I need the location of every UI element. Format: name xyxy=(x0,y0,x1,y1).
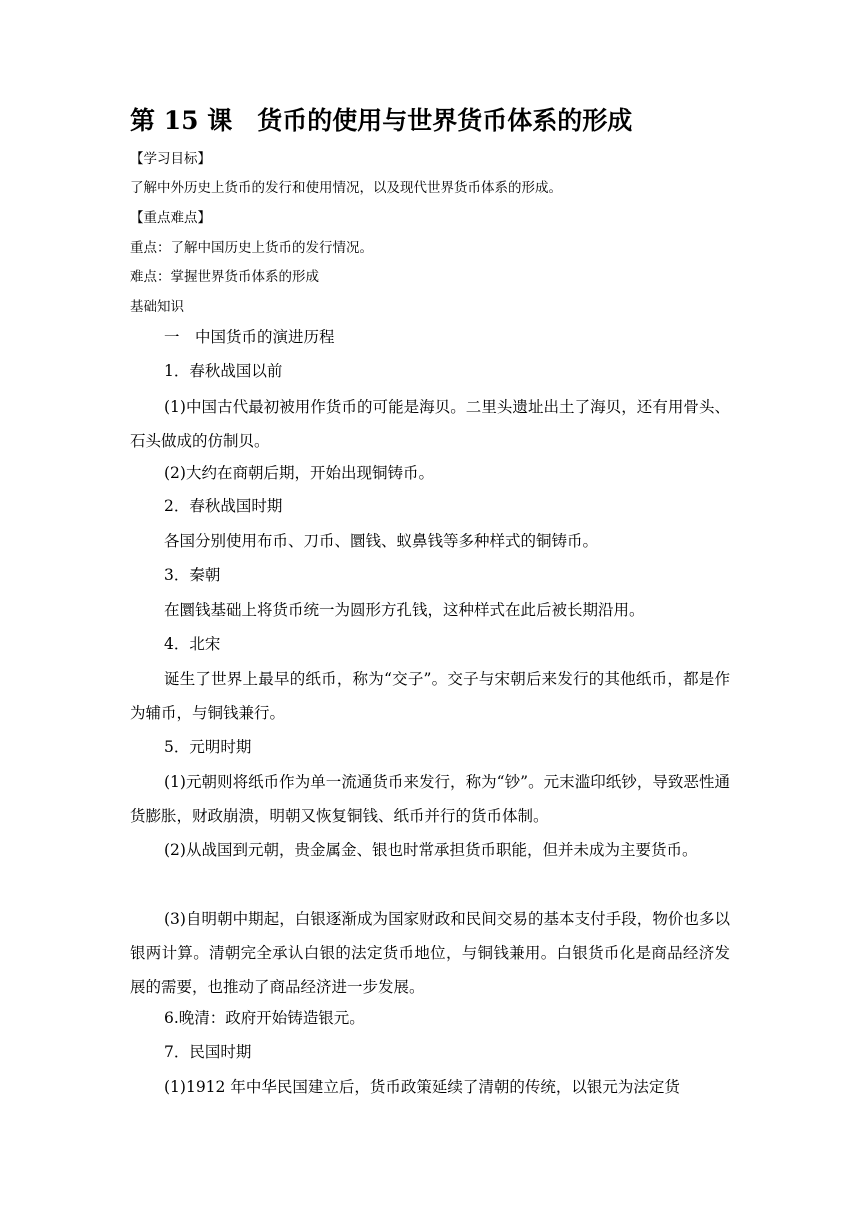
section-title: 一 中国货币的演进历程 xyxy=(164,328,335,346)
lesson-title: 第 15 课 货币的使用与世界货币体系的形成 xyxy=(130,106,633,135)
paragraph-5-1: (1)元朝则将纸币作为单一流通货币来发行，称为“钞”。元末滥印纸钞，导致恶性通货膨胀，财政崩溃，明朝又恢复铜钱、纸币并行的货币体制。 xyxy=(130,773,730,825)
paragraph-6: 6.晚清：政府开始铸造银元。 xyxy=(164,1009,365,1027)
objectives-text: 了解中外历史上货币的发行和使用情况，以及现代世界货币体系的形成。 xyxy=(130,180,562,196)
paragraph-1-1: (1)中国古代最初被用作货币的可能是海贝。二里头遗址出土了海贝，还有用骨头、石头做成的仿制贝。 xyxy=(130,398,730,450)
basics-label: 基础知识 xyxy=(130,299,184,315)
heading-1: 1．春秋战国以前 xyxy=(164,362,283,380)
paragraph-1-2: (2)大约在商朝后期，开始出现铜铸币。 xyxy=(164,464,434,482)
key-points-header: 【重点难点】 xyxy=(130,210,211,226)
heading-7: 7．民国时期 xyxy=(164,1043,252,1061)
difficult-point: 难点：掌握世界货币体系的形成 xyxy=(130,269,319,285)
heading-4: 4．北宋 xyxy=(164,635,221,653)
heading-5: 5．元明时期 xyxy=(164,738,252,756)
paragraph-5-2: (2)从战国到元朝，贵金属金、银也时常承担货币职能，但并未成为主要货币。 xyxy=(164,841,698,859)
paragraph-7-1: (1)1912 年中华民国建立后，货币政策延续了清朝的传统，以银元为法定货 xyxy=(164,1078,680,1096)
paragraph-5-3: (3)自明朝中期起，白银逐渐成为国家财政和民间交易的基本支付手段，物价也多以银两计算。清朝完全承认白银的法定货币地位，与铜钱兼用。白银货币化是商品经济发展的需要，也推动了商品经济进一步发展。 xyxy=(130,910,730,996)
paragraph-2: 各国分别使用布币、刀币、圜钱、蚁鼻钱等多种样式的铜铸币。 xyxy=(164,532,599,550)
key-point: 重点：了解中国历史上货币的发行情况。 xyxy=(130,240,373,256)
paragraph-3: 在圜钱基础上将货币统一为圆形方孔钱，这种样式在此后被长期沿用。 xyxy=(164,601,645,619)
heading-3: 3．秦朝 xyxy=(164,566,221,584)
paragraph-4: 诞生了世界上最早的纸币，称为“交子”。交子与宋朝后来发行的其他纸币，都是作为辅币，与铜钱兼行。 xyxy=(130,670,730,722)
objectives-header: 【学习目标】 xyxy=(130,151,211,167)
heading-2: 2．春秋战国时期 xyxy=(164,497,283,515)
